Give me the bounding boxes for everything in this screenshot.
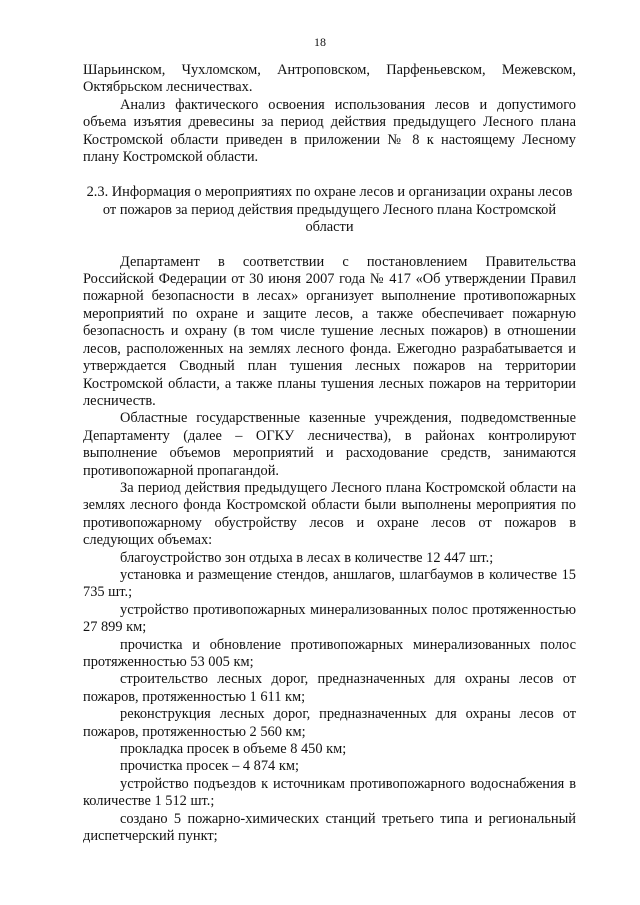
list-item: строительство лесных дорог, предназначенных для охраны лесов от пожаров, протяженностью 1 611 км; <box>83 671 576 705</box>
list-item: устройство противопожарных минерализованных полос протяженностью 27 899 км; <box>83 601 576 636</box>
list-item: создано 5 пожарно-химических станций третьего типа и региональный диспетчерский пункт; <box>83 810 576 845</box>
document-body <box>83 62 576 845</box>
paragraph-lesnichestva: Шарьинском, Чухломском, Антроповском, Парфеньевском, Межевском, Октябрьском лесничествах. <box>83 62 576 96</box>
paragraph-department: Департамент в соответствии с постановлением Правительства Российской Федерации от 30 июня 2007 года № 417 «Об утверждении Правил пожарной безопасности в лесах» организует выполнение противопожарных мероприятий по охране и защите лесов, а также обеспечивает пожарную безопасность и охрану (в том числе тушение лесных пожаров) в отношении лесов, расположенных на землях лесного фонда. Ежегодно разрабатывается и утверждается Сводный план тушения лесных пожаров на территории Костромской области, а также планы тушения лесных пожаров на территории лесничеств. <box>83 253 576 409</box>
section-heading: 2.3. Информация о мероприятиях по охране лесов и организации охраны лесов от пожаров за период действия предыдущего Лесного плана Костромской области <box>86 184 573 236</box>
list-item: прочистка и обновление противопожарных минерализованных полос протяженностью 53 005 км; <box>83 636 576 670</box>
list-item: устройство подъездов к источникам противопожарного водоснабжения в количестве 1 512 шт.; <box>83 775 576 810</box>
list-item: реконструкция лесных дорог, предназначенных для охраны лесов от пожаров, протяженностью 2 560 км; <box>83 706 576 740</box>
list-item: прокладка просек в объеме 8 450 км; <box>120 741 347 758</box>
paragraph-ogku: Областные государственные казенные учреждения, подведомственные Департаменту (далее – ОГКУ лесничества), в районах контролируют выполнение объемов мероприятий и расходование средств, занимаются противопожарной пропагандой. <box>83 410 576 479</box>
page-number: 18 <box>314 35 326 49</box>
paragraph-analysis: Анализ фактического освоения использования лесов и допустимого объема изъятия древесины за период действия предыдущего Лесного плана Костромской области приведен в приложении № 8 к настоящему Лесному плану Костромской области. <box>83 96 576 166</box>
paragraph-period: За период действия предыдущего Лесного плана Костромской области на землях лесного фонда Костромской области были выполнены мероприятия по противопожарному обустройству лесов и охране лесов от пожаров в следующих объемах: <box>83 479 576 549</box>
list-item: прочистка просек – 4 874 км; <box>120 758 299 775</box>
list-item: благоустройство зон отдыха в лесах в количестве 12 447 шт.; <box>120 549 494 566</box>
list-item: установка и размещение стендов, аншлагов, шлагбаумов в количестве 15 735 шт.; <box>83 566 576 601</box>
